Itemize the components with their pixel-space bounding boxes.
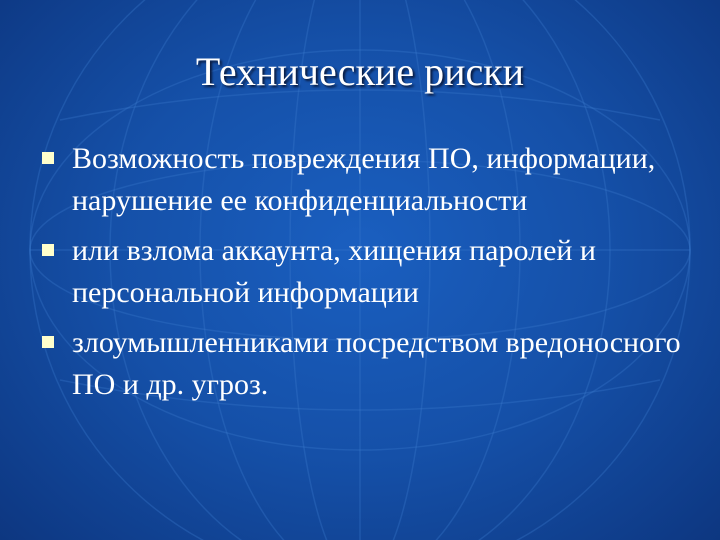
bullet-text: злоумышленниками посредством вредоносного ПО и др. угроз. — [72, 326, 681, 401]
bullet-item — [42, 322, 682, 406]
square-bullet-icon — [42, 244, 54, 256]
square-bullet-icon — [42, 152, 54, 164]
square-bullet-icon — [42, 336, 54, 348]
bullet-list — [42, 138, 682, 414]
bullet-text: или взлома аккаунта, хищения паролей и персональной информации — [72, 234, 596, 309]
slide-title: Технические риски — [195, 49, 525, 94]
bullet-item — [42, 230, 682, 314]
bullet-item — [42, 138, 682, 222]
bullet-text: Возможность повреждения ПО, информации, нарушение ее конфиденциальности — [72, 142, 656, 217]
